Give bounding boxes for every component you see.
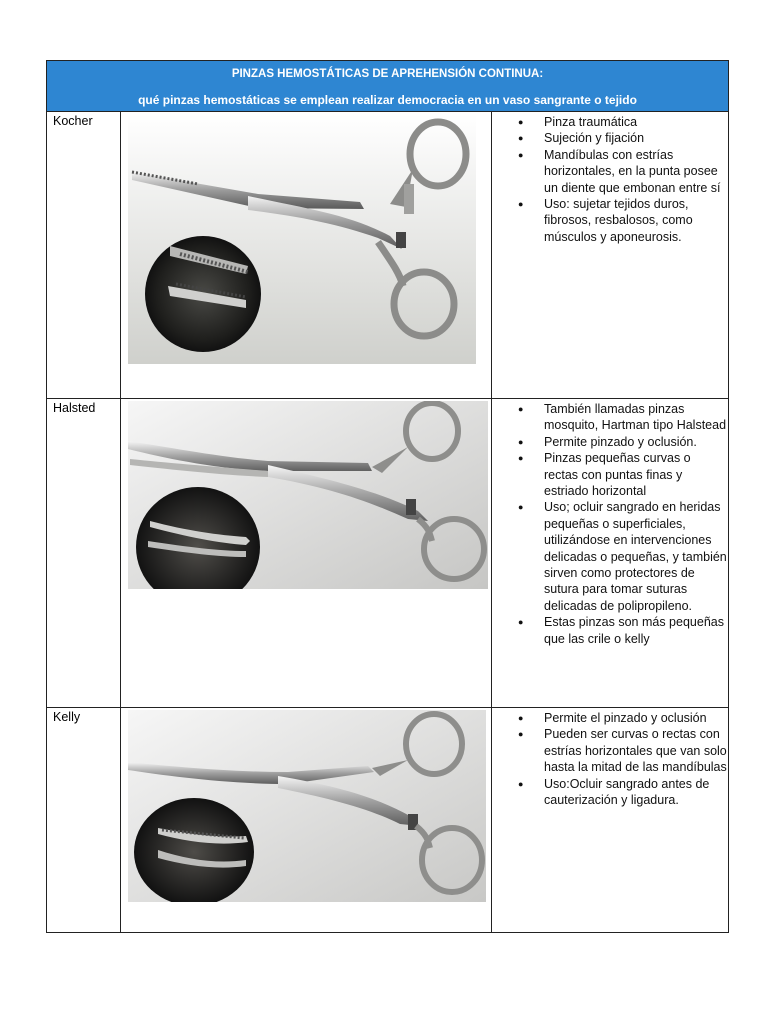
instrument-name: Kocher	[47, 112, 121, 399]
bullet-icon: ●	[518, 133, 524, 144]
forceps-table	[46, 60, 729, 933]
table-row-kocher	[47, 112, 729, 399]
bullet-icon: ●	[518, 617, 524, 628]
kelly-forceps-photo	[128, 710, 486, 902]
kocher-forceps-photo	[128, 114, 476, 364]
bullet-icon: ●	[518, 199, 524, 210]
bullet-icon: ●	[518, 778, 524, 789]
instrument-name: Halsted	[47, 399, 121, 708]
bullet-list	[492, 114, 728, 245]
table-header	[47, 61, 729, 112]
instrument-description	[492, 112, 729, 399]
bullet-icon: ●	[518, 502, 524, 513]
table-title: PINZAS HEMOSTÁTICAS DE APREHENSIÓN CONTINUA:	[231, 68, 544, 80]
list-item: ● Pueden ser curvas o rectas con estrías horizontales que van solo hasta la mitad de las mandíbulas	[518, 727, 727, 775]
list-item: ● Pinzas pequeñas curvas o rectas con puntas finas y estriado horizontal	[518, 451, 691, 499]
bullet-icon: ●	[518, 117, 524, 127]
table-header-row	[47, 61, 729, 112]
instrument-image-cell	[121, 708, 492, 933]
table-row-kelly	[47, 708, 729, 933]
list-item: ● Uso; ocluir sangrado en heridas pequeñas o superficiales, utilizándose en intervenciones delicadas o pequeñas, y también sirven como protectores de sutura para tomar suturas delicadas de polipropileno.	[518, 500, 727, 613]
list-item: ● Pinza traumática	[518, 115, 638, 129]
instrument-image-cell	[121, 399, 492, 708]
instrument-description	[492, 399, 729, 708]
halsted-forceps-photo	[128, 401, 488, 589]
list-item: ● Uso: sujetar tejidos duros, fibrosos, resbalosos, como músculos y aponeurosis.	[518, 197, 693, 244]
bullet-icon: ●	[518, 729, 524, 740]
bullet-icon: ●	[518, 453, 524, 464]
list-item: ● Mandíbulas con estrías horizontales, en la punta posee un diente que embonan entre sí	[518, 147, 721, 195]
list-item: ● Permite el pinzado y oclusión	[518, 711, 707, 725]
instrument-image-cell	[121, 112, 492, 399]
table-row-halsted	[47, 399, 729, 708]
list-item: ● Sujeción y fijación	[518, 131, 645, 146]
bullet-icon: ●	[518, 713, 524, 723]
bullet-icon: ●	[518, 404, 524, 414]
bullet-list	[492, 710, 728, 808]
list-item: ● Uso:Ocluir sangrado antes de cauterización y ligadura.	[518, 776, 710, 808]
instrument-description	[492, 708, 729, 933]
list-item: ● Permite pinzado y oclusión.	[518, 434, 697, 449]
bullet-icon: ●	[518, 436, 524, 447]
bullet-icon: ●	[518, 149, 524, 160]
list-item: ● También llamadas pinzas mosquito, Hartman tipo Halstead	[518, 402, 727, 433]
instrument-name: Kelly	[47, 708, 121, 933]
bullet-list	[492, 401, 728, 647]
table-subtitle: qué pinzas hemostáticas se emplean realizar democracia en un vaso sangrante o tejido	[138, 93, 637, 107]
list-item: ● Estas pinzas son más pequeñas que las crile o kelly	[518, 615, 724, 646]
